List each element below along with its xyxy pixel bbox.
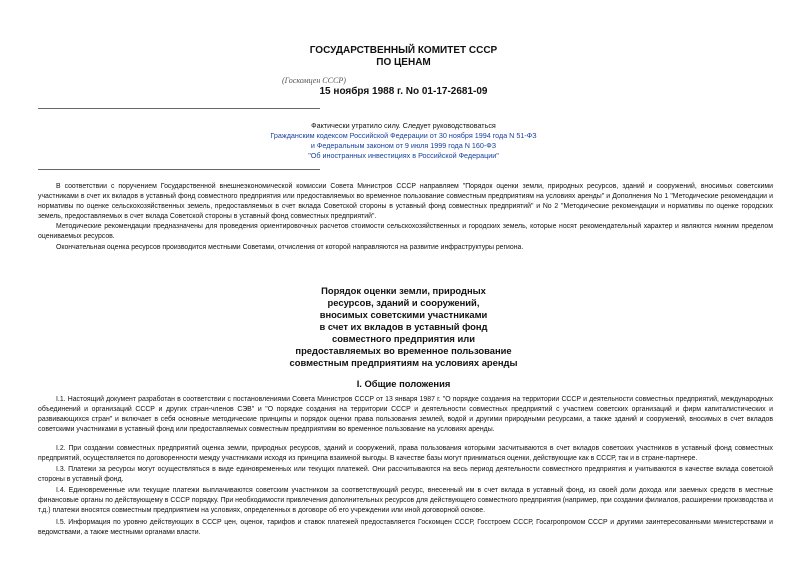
section-paragraph-1: I.1. Настоящий документ разработан в соответствии с постановлениями Совета Министров СССР от 13 января 1987 г. "О порядке создания на территории СССР и деятельности совместных предприятий, международных объединений и организаций СССР и других стран-членов СЭВ" и "О порядке создания на территории СССР и деятельности совместных предприятий с участием советских организаций и фирм капиталистических и развивающихся стран" и включает в себя основные методические принципы и порядок оценки права пользования землей, водой и другими природными ресурсами, а также зданий и сооружений, вносимых в счет вкладов советскими участниками в уставный фонд или предоставляемых совместным предприятиям во временное пользование на условиях аренды. (38, 396, 773, 434)
intro-paragraph-1: В соответствии с поручением Государственной внешнеэкономической комиссии Совета Министров СССР направляем "Порядок оценки земли, природных ресурсов, зданий и сооружений, вносимых советскими участниками в счет их вкладов в уставный фонд совместного предприятия или предоставляемых во временное пользование совместным предприятиям на условиях аренды" и Дополнения No 1 "Методические рекомендации и нормативы по оценке сельскохозяйственных земель, предоставляемых в счет вклада Советской стороны в уставный фонд совместных предприятий" и No 2 "Методические рекомендации и нормативы по оценке городских земель, предоставляемых в счет вклада Советской стороны в уставный фонд совместных предприятий". (38, 183, 773, 221)
title-line: в счет их вкладов в уставный фонд (319, 321, 488, 332)
section-paragraph-4: I.4. Единовременные или текущие платежи выплачиваются советским участником за соответствующий ресурс, внесенный им в счет вклада в уставный фонд, из своей доли дохода или заемных средств в местные финансовые органы по действующему в СССР порядку. При необходимости привлечения дополнительных ресурсов для действующего совместного предприятия (например, при создании филиалов, расширении производства и т.д.) платежи вносятся совместным предприятием на условиях, определенных в договоре об его учреждении или иной договорной основе. (38, 487, 773, 515)
intro-paragraph-2: Методические рекомендации предназначены для проведения ориентировочных расчетов стоимости сельскохозяйственных и городских земель, которые носят рекомендательный характер и являются нижним пределом оцениваемых ресурсов. (38, 223, 773, 241)
title-line: совместного предприятия или (331, 333, 475, 344)
top-divider (38, 108, 320, 109)
committee-name-line2: ПО ЦЕНАМ (376, 57, 431, 68)
title-line: предоставляемых во временное пользование (295, 345, 512, 356)
document-title (0, 285, 807, 369)
title-line: ресурсов, зданий и сооружений, (327, 297, 480, 308)
title-line: вносимых советскими участниками (319, 309, 488, 320)
document-date-number: 15 ноября 1988 г. No 01-17-2681-09 (319, 86, 488, 97)
federal-law-title-link[interactable]: "Об иностранных инвестициях в Российской Федерации" (308, 151, 499, 160)
issuer-stamp: (Госкомцен СССР) (282, 76, 346, 85)
section-paragraph-5: I.5. Информация по уровню действующих в СССР цен, оценок, тарифов и ставок платежей предоставляется Госкомцен СССР, Госстроем СССР, Госагропромом СССР и другими заинтересованными министерствами и ведомствами, а также местными органами власти. (38, 519, 773, 537)
status-note-line1: Фактически утратило силу. Следует руководствоваться (311, 121, 496, 130)
status-note (0, 121, 807, 161)
status-note-divider (38, 169, 320, 170)
committee-name-line1: ГОСУДАРСТВЕННЫЙ КОМИТЕТ СССР (309, 45, 498, 56)
civil-code-link[interactable]: Гражданским кодексом Российской Федерации от 30 ноября 1994 года N 51-ФЗ (270, 131, 537, 140)
title-line: Порядок оценки земли, природных (321, 285, 486, 296)
section-paragraph-3: I.3. Платежи за ресурсы могут осуществляться в виде единовременных или текущих платежей. Они рассчитываются на весь период деятельности совместного предприятия и учитываются в качестве вклада советской стороны в уставный фонд. (38, 466, 773, 484)
section-title: I. Общие положения (356, 378, 451, 389)
intro-paragraph-3: Окончательная оценка ресурсов производится местными Советами, отчисления от которой направляются на развитие инфраструктуры региона. (56, 244, 524, 251)
federal-law-link[interactable]: и Федеральным законом от 9 июля 1999 года N 160-ФЗ (310, 141, 497, 150)
section-paragraph-2: I.2. При создании совместных предприятий оценка земли, природных ресурсов, зданий и сооружений, права пользования которыми засчитываются в счет вкладов советских участников в уставный фонд совместных предприятий, осуществляется по договоренности между участниками исходя из принципа взаимной выгоды. В качестве базы могут приниматься оценки, действующие как в СССР, так и в стране-партнере. (38, 445, 773, 463)
title-line: совместным предприятиям на условиях аренды (289, 357, 518, 368)
